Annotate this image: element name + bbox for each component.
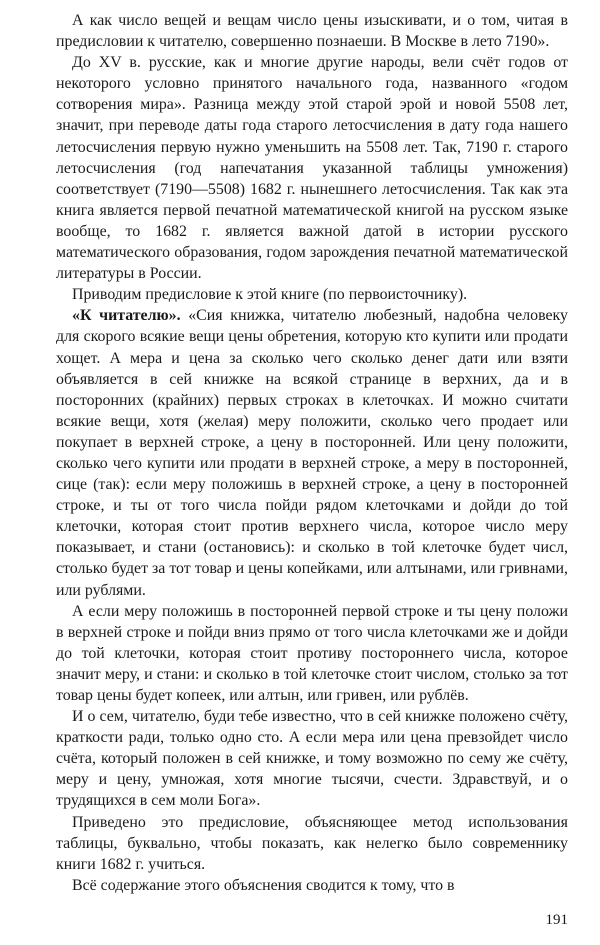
- paragraph-1: [56, 10, 568, 52]
- paragraph-5: [56, 601, 568, 706]
- book-page: [56, 10, 568, 935]
- paragraph-6: [56, 706, 568, 811]
- page-number: 191: [545, 912, 568, 928]
- paragraph-3: [56, 284, 568, 305]
- paragraph-4-heading: «К читателю».: [72, 307, 181, 325]
- paragraph-7: [56, 812, 568, 875]
- paragraph-2-text: До XV в. русские, как и многие другие народы, вели счёт годов от некоторого условно принятого начального года, названного «годом сотворения мира». Разница между этой старой эрой и новой 5508 лет, значит, при переводе даты года старого летосчисления в дату года нашего летосчисления первую нужно уменьшить на 5508 лет. Так, 7190 г. старого летосчисления (год напечатания указанной таблицы умножения) соответствует (7190—5508) 1682 г. нынешнего летосчисления. Так как эта книга является первой печатной математической книгой на русском языке вообще, то 1682 г. является важной датой в истории русского математического образования, годом зарождения печатной математической литературы в России.: [56, 54, 568, 283]
- paragraph-2: [56, 52, 568, 284]
- paragraph-4-text: «Сия книжка, читателю любезный, надобна человеку для скорого всякие вещи цены обретения, которую кто купити или продати хощет. А мера и цена за сколько чего сколько денег дати или взяти объявляется в сей книжке на всякой странице в верхних, да и в посторонних (крайних) первых строках в клеточках. И можно считати всякие вещи, хотя (желая) меру положити, сколько чего продает или покупает в верхней строке, а цену в посторонней. Или цену положити, сколько чего купити или продати в верхней строке, а меру в посторонней, сице (так): если меру положишь в верхней строке, а цену в посторонней строке, и ты от того числа пойди рядом клеточками и дойди до той клеточки, которая стоит против верхнего числа, которое число меру показывает, и стани (остановись): и сколько в той клеточке будет числ, столько будет за тот товар и цены копейками, или алтынами, или гривнами, или рублями.: [56, 307, 568, 599]
- paragraph-8: [56, 875, 568, 896]
- paragraph-3-text: Приводим предисловие к этой книге (по первоисточнику).: [72, 286, 468, 304]
- paragraph-8-text: Всё содержание этого объяснения сводится к тому, что в: [72, 876, 455, 894]
- paragraph-5-text: А если меру положишь в посторонней первой строке и ты цену положи в верхней строке и пойди вниз прямо от того числа клеточками же и дойди до той клеточки, которая стоит противу постороннего числа, которое значит меру, и стани: и сколько в той клеточке стоит числом, столько за тот товар цены будет копеек, или алтын, или гривен, или рублёв.: [56, 602, 568, 704]
- paragraph-6-text: И о сем, читателю, буди тебе известно, что в сей книжке положено счёту, краткости ради, только одно сто. А если мера или цена превзойдет число счёта, который положен в сей книжке, и тому возможно по сему же счёту, меру и цену, умножая, хотя многие тысячи, счести. Здравствуй, и о трудящихся в сем моли Бога».: [56, 708, 568, 810]
- paragraph-1-text: А как число вещей и вещам число цены изыскивати, и о том, читая в предисловии к читателю, совершенно познаеши. В Москве в лето 7190».: [56, 12, 568, 51]
- paragraph-7-text: Приведено это предисловие, объясняющее метод использования таблицы, буквально, чтобы показать, как нелегко было современнику книги 1682 г. учиться.: [56, 813, 568, 873]
- paragraph-4: [56, 305, 568, 600]
